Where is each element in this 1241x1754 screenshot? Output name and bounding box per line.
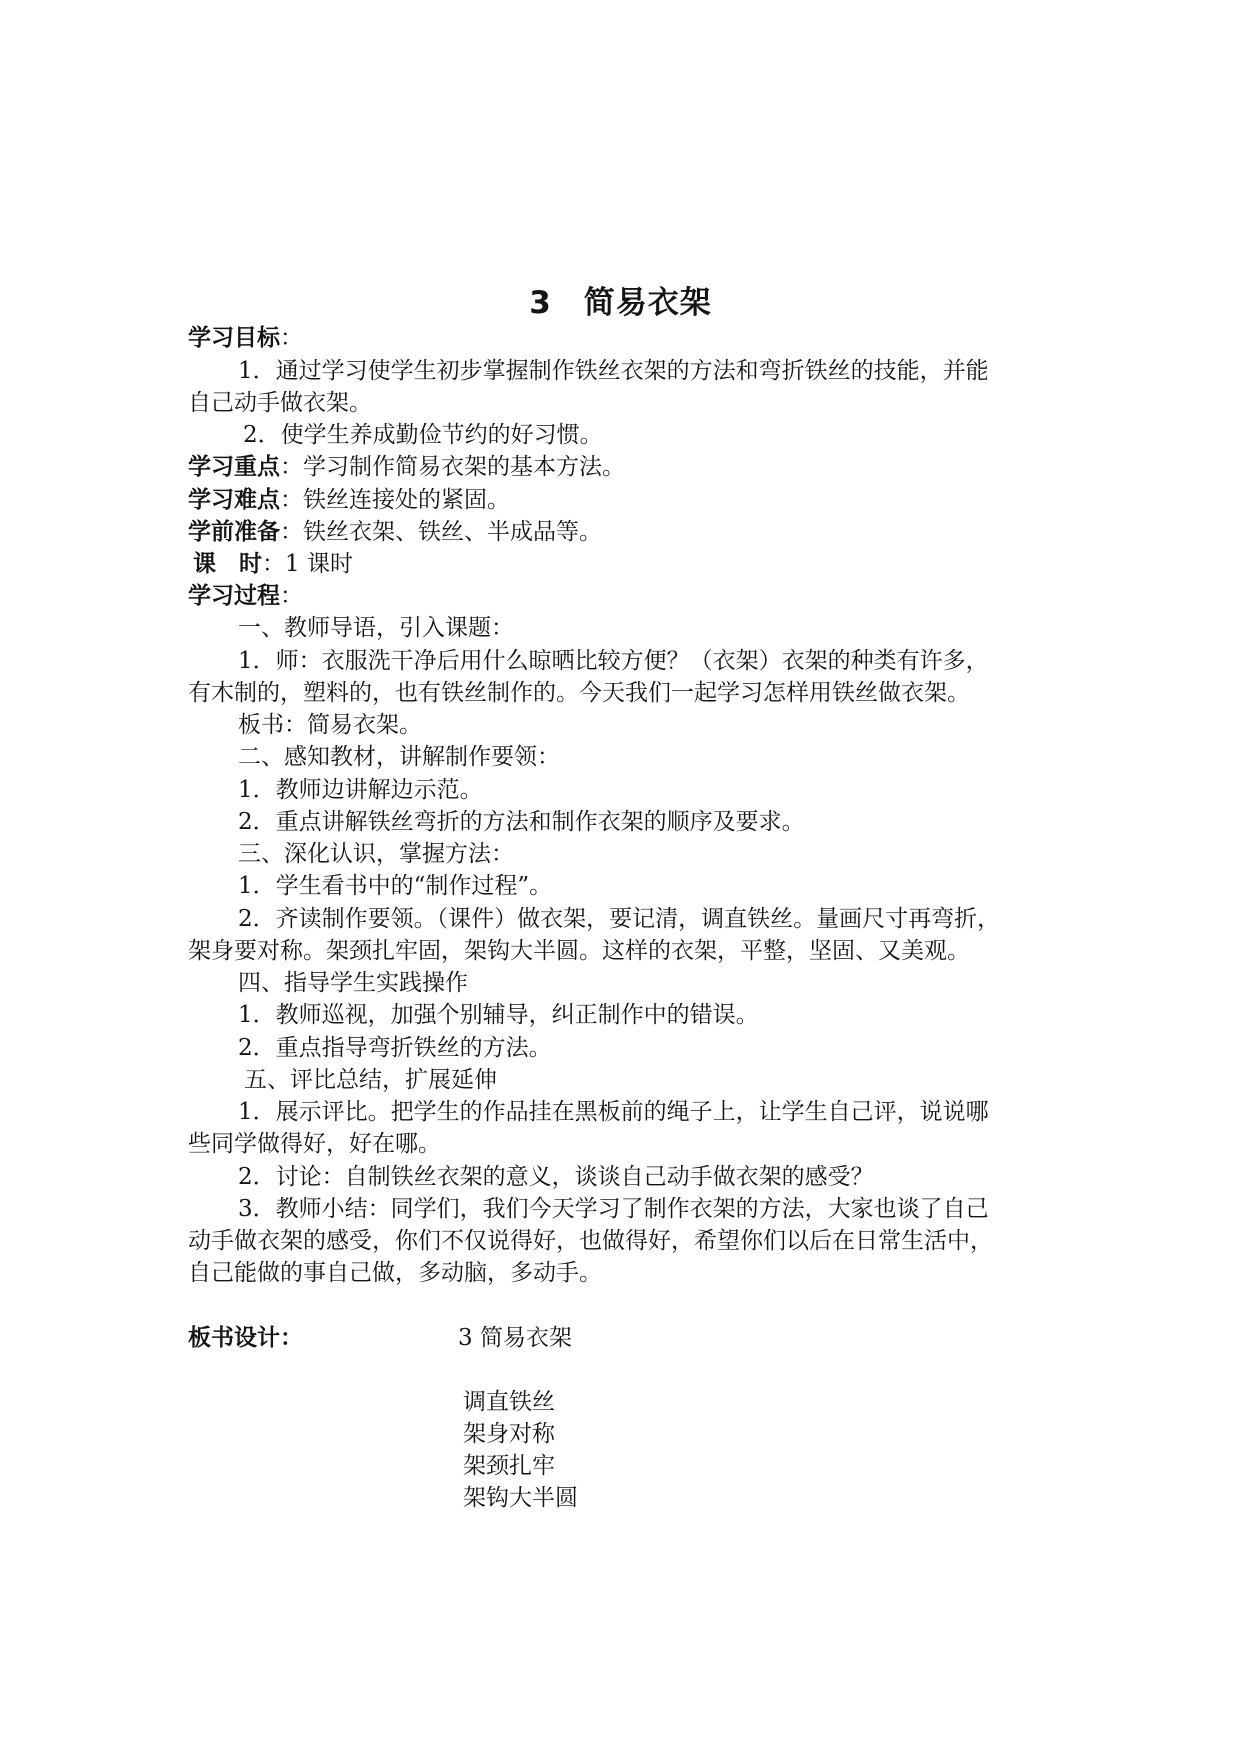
key-point	[188, 451, 625, 483]
difficulty	[188, 484, 510, 516]
objective-1-line-1: 1．通过学习使学生初步掌握制作铁丝衣架的方法和弯折铁丝的技能，并能	[238, 358, 989, 384]
objectives-heading	[188, 322, 303, 354]
process-line: 2．重点讲解铁丝弯折的方法和制作衣架的顺序及要求。	[238, 809, 805, 835]
key-point-text: ：学习制作简易衣架的基本方法。	[280, 454, 625, 480]
objective-1-line-2: 自己动手做衣架。	[188, 390, 372, 416]
preparation-label: 学前准备	[188, 519, 280, 545]
period-text: ：1 课时	[262, 551, 353, 577]
process-line: 五、评比总结，扩展延伸	[244, 1067, 497, 1093]
process-line: 1．教师边讲解边示范。	[238, 777, 483, 803]
process-line: 架身要对称。架颈扎牢固，架钩大半圆。这样的衣架，平整，坚固、又美观。	[188, 938, 970, 964]
board-item: 架颈扎牢	[463, 1453, 555, 1479]
preparation-text: ：铁丝衣架、铁丝、半成品等。	[280, 519, 602, 545]
process-line: 1．学生看书中的“制作过程”。	[238, 873, 553, 899]
process-line: 2．齐读制作要领。（课件）做衣架，要记清，调直铁丝。量画尺寸再弯折，	[238, 906, 1001, 932]
board-item: 调直铁丝	[463, 1389, 555, 1415]
board-item: 架身对称	[463, 1421, 555, 1447]
process-line: 2．讨论：自制铁丝衣架的意义，谈谈自己动手做衣架的感受？	[238, 1164, 874, 1190]
page-title: 3 简易衣架	[529, 285, 712, 321]
objectives-label: 学习目标	[188, 325, 280, 351]
objectives-colon: ：	[280, 325, 303, 351]
process-label: 学习过程	[188, 583, 280, 609]
process-line: 二、感知教材，讲解制作要领：	[238, 744, 560, 770]
process-line: 1．师：衣服洗干净后用什么晾晒比较方便？（衣架）衣架的种类有许多，	[238, 648, 989, 674]
key-point-label: 学习重点	[188, 454, 280, 480]
process-line: 三、深化认识，掌握方法：	[238, 841, 514, 867]
difficulty-text: ：铁丝连接处的紧固。	[280, 487, 510, 513]
board-design-label: 板书设计：	[188, 1325, 303, 1351]
process-line: 有木制的，塑料的，也有铁丝制作的。今天我们一起学习怎样用铁丝做衣架。	[188, 680, 970, 706]
period	[193, 548, 353, 580]
board-item: 架钩大半圆	[463, 1485, 578, 1511]
process-line: 1．展示评比。把学生的作品挂在黑板前的绳子上，让学生自己评，说说哪	[238, 1099, 989, 1125]
difficulty-label: 学习难点	[188, 487, 280, 513]
process-line: 一、教师导语，引入课题：	[238, 615, 514, 641]
process-line: 动手做衣架的感受，你们不仅说得好，也做得好，希望你们以后在日常生活中，	[188, 1228, 993, 1254]
process-line: 板书：简易衣架。	[238, 712, 422, 738]
process-line: 3．教师小结：同学们，我们今天学习了制作衣架的方法，大家也谈了自己	[238, 1196, 989, 1222]
process-line: 自己能做的事自己做，多动脑，多动手。	[188, 1260, 602, 1286]
process-line: 2．重点指导弯折铁丝的方法。	[238, 1035, 552, 1061]
preparation	[188, 516, 602, 548]
period-label: 课 时	[193, 551, 262, 577]
process-line: 四、指导学生实践操作	[238, 970, 468, 996]
process-line: 些同学做得好，好在哪。	[188, 1131, 441, 1157]
process-heading	[188, 580, 303, 612]
board-heading: 3 简易衣架	[458, 1325, 572, 1351]
process-line: 1．教师巡视，加强个别辅导，纠正制作中的错误。	[238, 1002, 759, 1028]
objective-2: 2．使学生养成勤俭节约的好习惯。	[243, 422, 603, 448]
process-colon: ：	[280, 583, 303, 609]
